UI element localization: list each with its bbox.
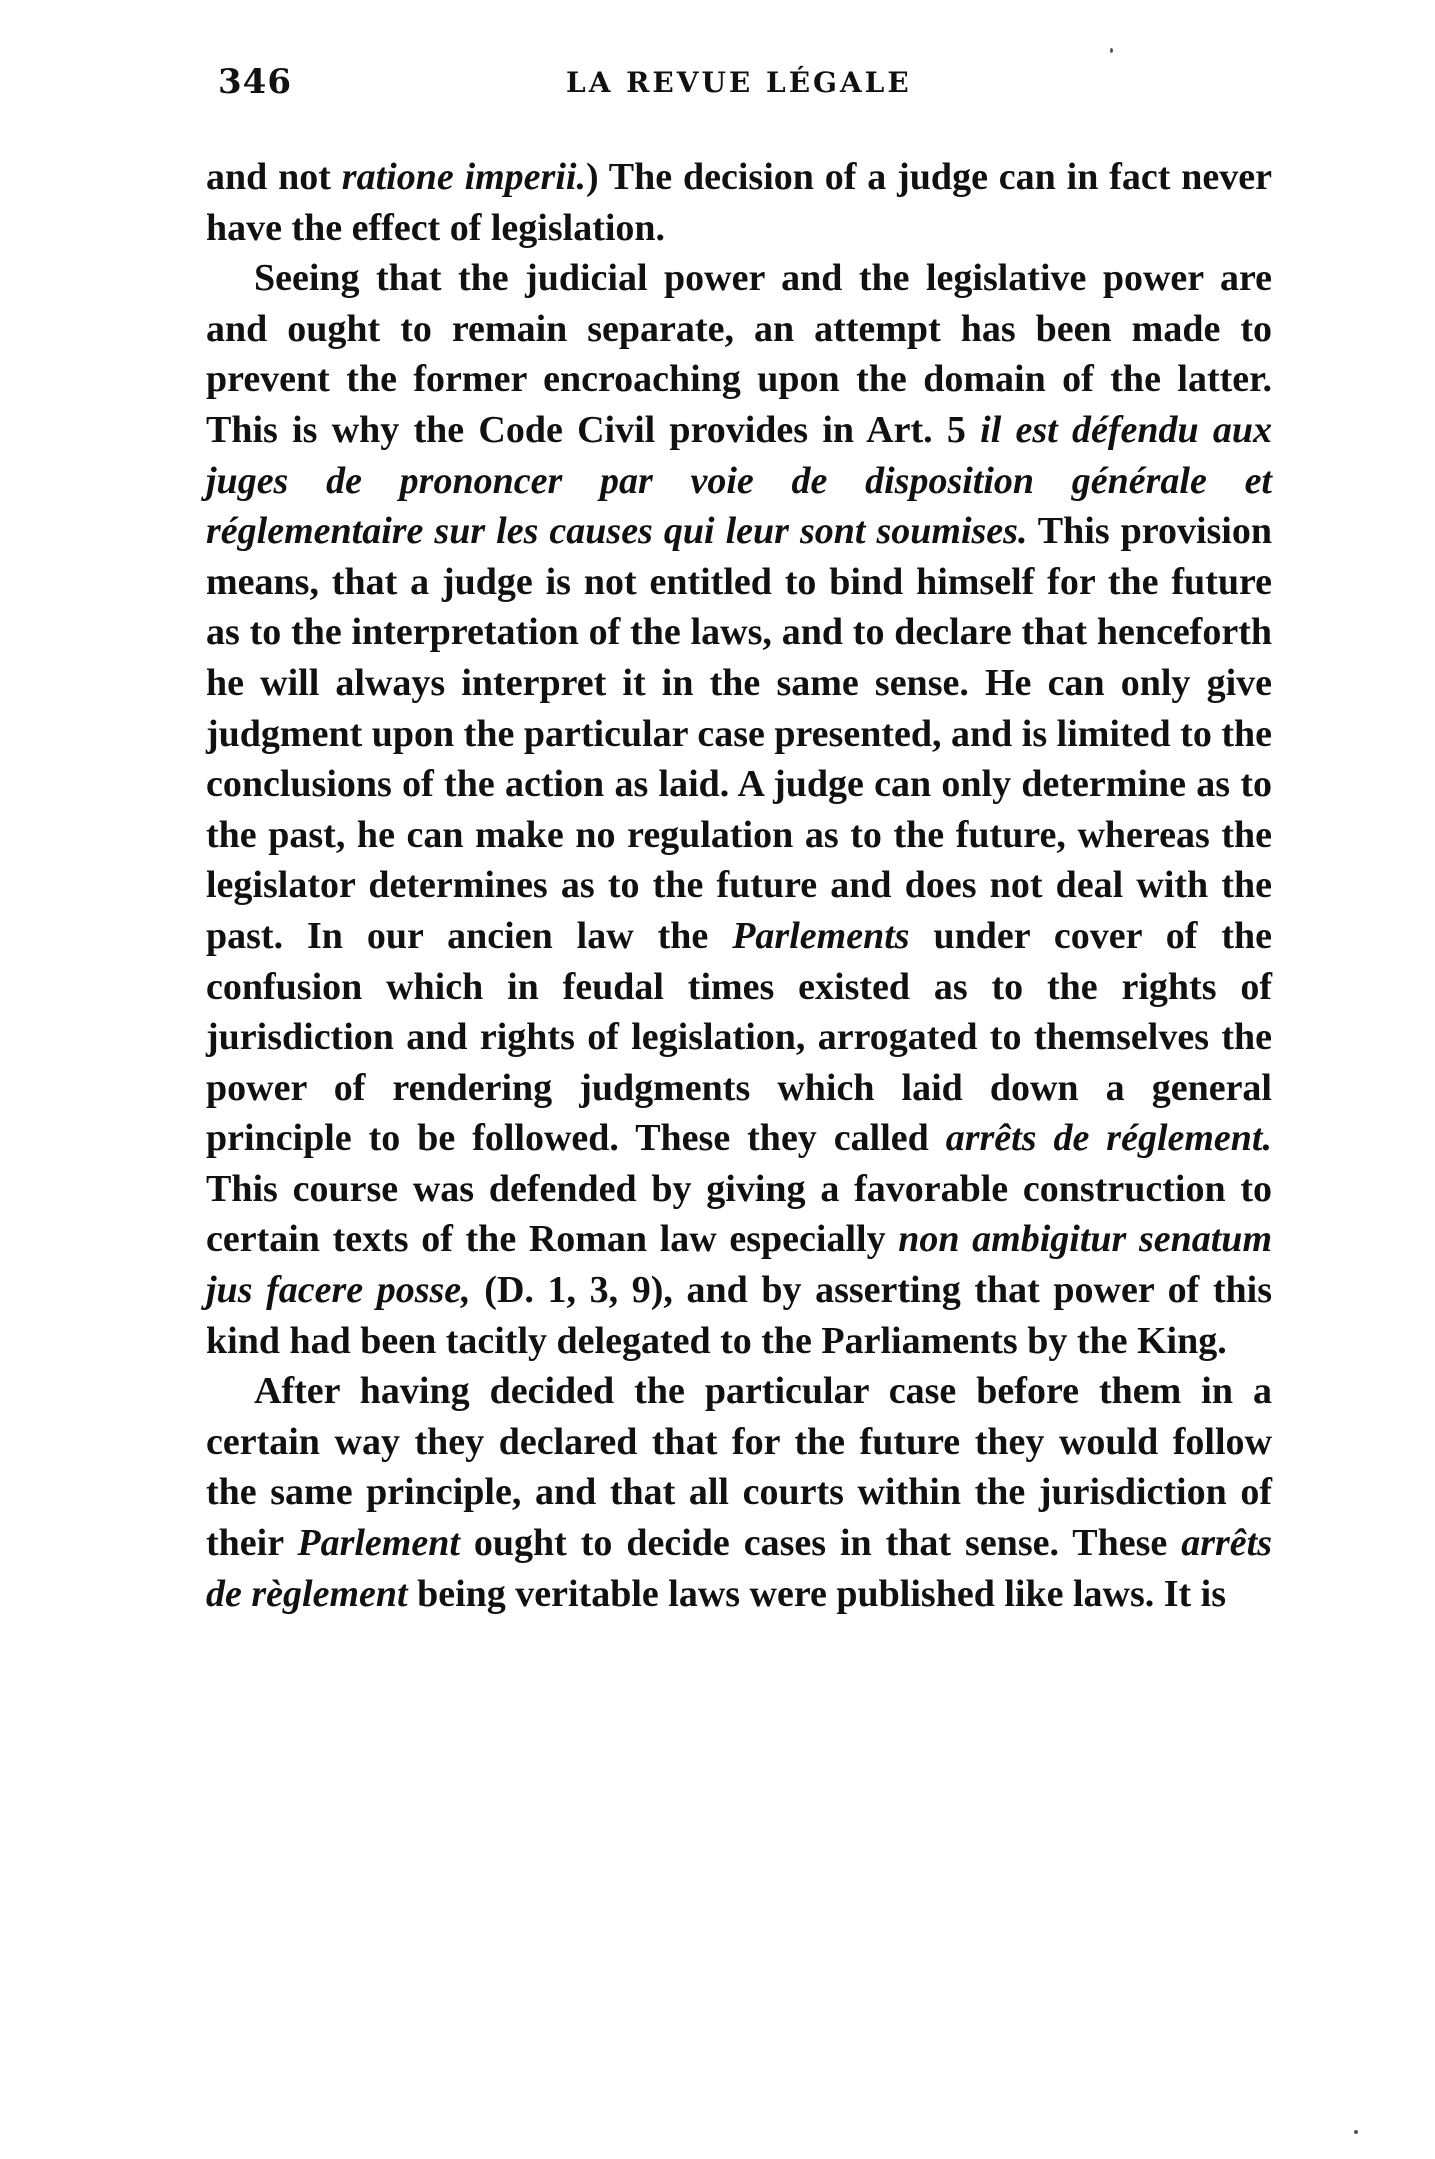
italic-phrase: Parlements: [732, 914, 910, 957]
italic-phrase: ratione imperii.: [341, 156, 586, 198]
text-run: After having decided the particular case before them in a certain way they declared that for the future they would follow the same principle, and that all courts within the jurisdiction of their: [206, 1370, 1272, 1565]
paragraph: [206, 152, 1272, 253]
body-text: [206, 152, 1272, 1619]
page-number: 346: [218, 62, 292, 102]
paragraph: [206, 253, 1272, 1366]
text-run: (D. 1, 3, 9), and by asserting that power of this kind had been tacitly delegated to the Parliaments by the King.: [206, 1269, 1272, 1362]
running-title: LA REVUE LÉGALE: [566, 66, 912, 99]
text-run: This course was defended by giving a favorable construction to certain texts of the Roman law especially: [206, 1167, 1272, 1261]
text-run: Seeing that the judicial power and the legislative power are and ought to remain separate, an attempt has been made to prevent the former encroaching upon the domain of the latter. This is why the Code Civil provides in Art. 5: [206, 257, 1272, 451]
page-header: [218, 62, 1270, 122]
text-run: ) The decision of a judge can in fact never have the effect of legislation.: [206, 156, 1272, 249]
italic-phrase: arrêts de réglement.: [945, 1117, 1272, 1160]
text-run: This provision means, that a judge is not entitled to bind himself for the future as to the interpretation of the laws, and to declare that henceforth he will always interpret it in the same sense. He can only give judgment upon the particular case presented, and is limited to the conclusions of the action as laid. A judge can only determine as to the past, he can make no regulation as to the future, whereas the legislator determines as to the future and does not deal with the past. In our ancien law the: [206, 510, 1272, 957]
italic-phrase: arrêts de règlement: [206, 1522, 1272, 1615]
text-run: ought to decide cases in that sense. These: [459, 1522, 1182, 1565]
ink-speck: [1354, 2130, 1358, 2134]
italic-phrase: il est défendu aux juges de prononcer par voie de disposition générale et réglementaire sur les causes qui leur sont soumises.: [206, 408, 1272, 553]
paragraph: [206, 1366, 1272, 1619]
ink-speck: [1110, 48, 1113, 53]
italic-phrase: non ambigitur senatum jus facere posse,: [206, 1218, 1273, 1312]
text-run: being veritable laws were published like laws. It is: [407, 1572, 1227, 1615]
text-run: under cover of the confusion which in feudal times existed as to the rights of jurisdiction and rights of legislation, arrogated to themselves the power of rendering judgments which laid down a general principle to be followed. These they called: [206, 914, 1273, 1160]
italic-phrase: Parlement: [297, 1522, 460, 1565]
text-run: and not: [206, 156, 342, 198]
